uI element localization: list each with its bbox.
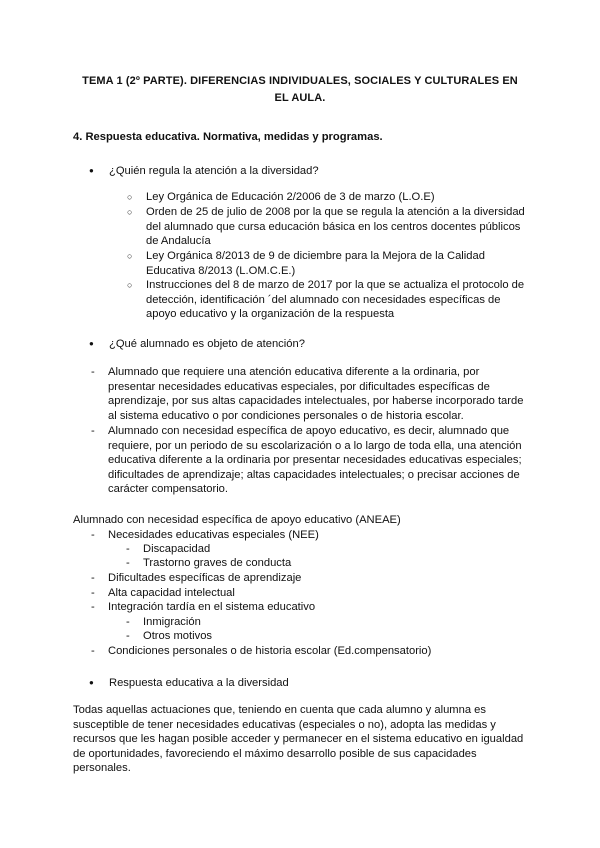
- aneae-item: - Necesidades educativas especiales (NEE): [108, 528, 528, 543]
- law-item: ○ Ley Orgánica de Educación 2/2006 de 3 de marzo (L.O.E): [146, 190, 526, 205]
- aneae-item: - Alta capacidad intelectual: [108, 586, 528, 601]
- section-heading: 4. Respuesta educativa. Normativa, medidas y programas.: [73, 131, 383, 143]
- aneae-subitem: - Discapacidad: [143, 542, 523, 557]
- law-item: ○ Orden de 25 de julio de 2008 por la que se regula la atención a la diversidad del alumnado que cursa educación básica en los centros docentes públicos de Andalucía: [146, 205, 526, 249]
- aneae-subitem: - Inmigración: [143, 615, 523, 630]
- answer-item: - Alumnado que requiere una atención educativa diferente a la ordinaria, por presentar necesidades educativas especiales, por dificultades específicas de aprendizaje, por sus altas capacidades intelectuales, por haberse incorporado tarde al sistema educativo o por condiciones personales o de historia escolar.: [108, 365, 528, 423]
- aneae-heading: Alumnado con necesidad específica de apoyo educativo (ANEAE): [73, 514, 401, 526]
- document-title: TEMA 1 (2º PARTE). DIFERENCIAS INDIVIDUALES, SOCIALES Y CULTURALES EN EL AULA.: [82, 75, 518, 104]
- final-paragraph: Todas aquellas actuaciones que, teniendo en cuenta que cada alumno y alumna es susceptible de tener necesidades educativas (especiales o no), adopta las medidas y recursos que les hagan posible acceder y permanecer en el sistema educativo en igualdad de oportunidades, favoreciendo el máximo desarrollo posible de sus capacidades personales.: [73, 704, 524, 775]
- law-item: ○ Instrucciones del 8 de marzo de 2017 por la que se actualiza el protocolo de detección, identificación ´del alumnado con necesidades específicas de apoyo educativo y la organización de la respuesta: [146, 278, 526, 322]
- question-educational-response: ● Respuesta educativa a la diversidad: [109, 676, 289, 691]
- aneae-subitem: - Otros motivos: [143, 629, 523, 644]
- question-who-regulates: ● ¿Quién regula la atención a la diversidad?: [109, 164, 319, 179]
- aneae-item: - Integración tardía en el sistema educativo: [108, 600, 528, 615]
- aneae-item: - Condiciones personales o de historia escolar (Ed.compensatorio): [108, 644, 528, 659]
- question-who-attended: ● ¿Qué alumnado es objeto de atención?: [109, 337, 305, 352]
- law-item: ○ Ley Orgánica 8/2013 de 9 de diciembre para la Mejora de la Calidad Educativa 8/2013 (L.OM.C.E.): [146, 249, 526, 278]
- aneae-subitem: - Trastorno graves de conducta: [143, 556, 523, 571]
- answer-item: - Alumnado con necesidad específica de apoyo educativo, es decir, alumnado que requiere, por un periodo de su escolarización o a lo largo de toda ella, una atención educativa diferente a la ordinaria por presentar necesidades educativas especiales; dificultades de aprendizaje; altas capacidades intelectuales; o precisar acciones de carácter compensatorio.: [108, 424, 528, 497]
- aneae-item: - Dificultades específicas de aprendizaje: [108, 571, 528, 586]
